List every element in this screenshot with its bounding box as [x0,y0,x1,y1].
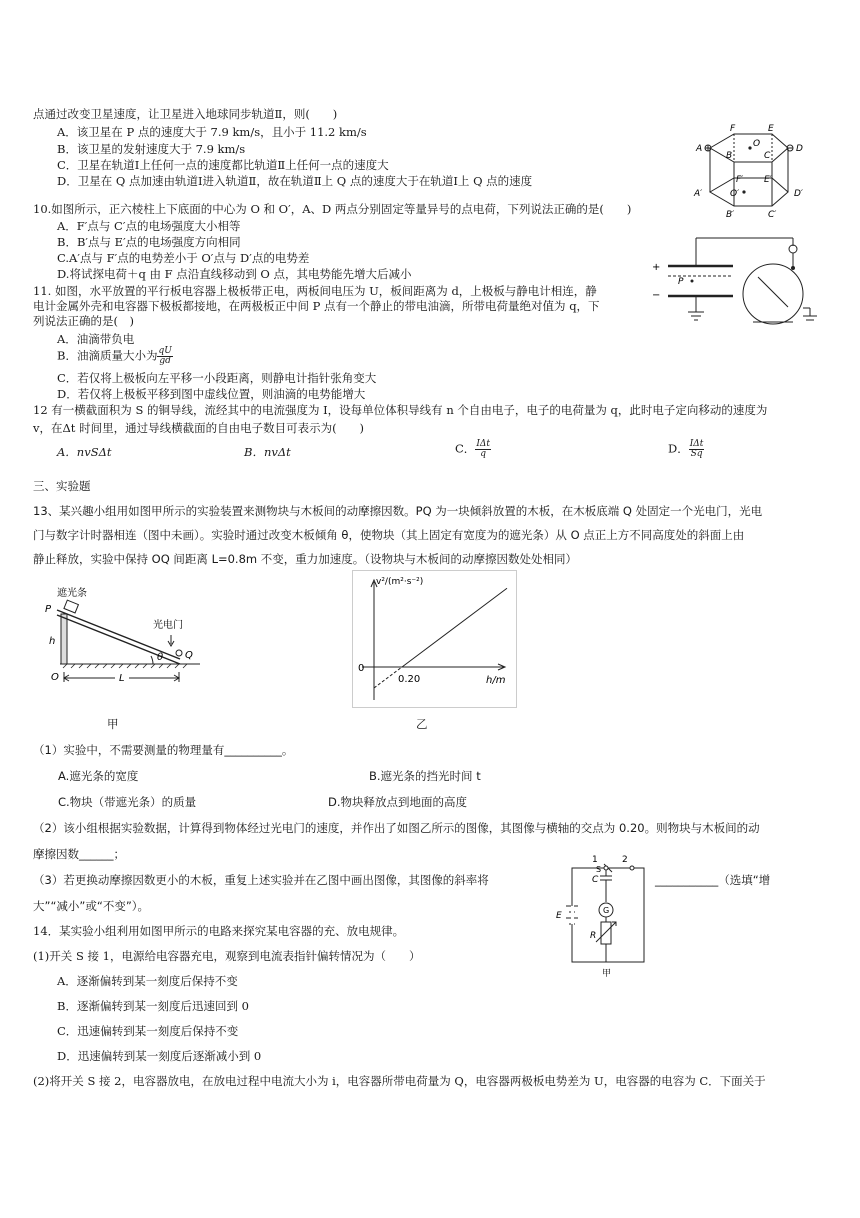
q12-option-c: C． $\frac{\text{IΔt}}{q}$ [455,439,490,459]
q14-option-b: B．逐渐偏转到某一刻度后迅速回到 0 [57,999,249,1013]
label-A: A [696,144,703,154]
label-Q: Q [185,650,193,661]
circuit-label-S: S [596,865,602,874]
circuit-label-R: R [590,931,597,941]
q9-option-b: B．该卫星的发射速度大于 7.9 km/s [57,142,246,156]
q13-sub3-line1a: （3）若更换动摩擦因数更小的木板，重复上述实验并在乙图中画出图像，其图像的斜率将 [33,873,489,887]
q10-option-a: A．F′点与 C′点的电场强度大小相等 [57,219,241,233]
q12-stem-line1: 12 有一横截面积为 S 的铜导线，流经其中的电流强度为 I，设每单位体积导线有 n 个自由电子，电子的电荷量为 q，此时电子定向移动的速度为 [33,403,768,417]
label-C: C [764,151,771,161]
v2-h-graph [352,570,517,708]
label-plus: + [652,262,661,273]
q14-stem: 14．某实验小组利用如图甲所示的电路来探究某电容器的充、放电规律。 [33,924,405,938]
label-O-prime: O′ [730,189,740,199]
circuit-caption: 甲 [602,969,612,979]
circuit-label-E: E [556,911,562,921]
q14-option-a: A．逐渐偏转到某一刻度后保持不变 [57,974,238,988]
q10-option-b: B．B′点与 E′点的电场强度方向相同 [57,235,241,249]
q10-option-d: D.将试探电荷＋q 由 F 点沿直线移动到 O 点，其电势能先增大后减小 [57,267,412,281]
q13-sub1-d: D.物块释放点到地面的高度 [328,795,468,809]
circuit-label-C: C [592,875,599,885]
figure-yi-caption: 乙 [416,717,428,731]
q13-sub1: （1）实验中，不需要测量的物理量有__________。 [33,743,294,757]
label-A-prime: A′ [694,189,703,199]
graph-x-label: h/m [486,675,506,686]
q13-stem-line3: 静止释放，实验中保持 OQ 间距离 L=0.8m 不变，重力加速度。（设物块与木板间的动摩擦因数处处相同） [33,552,578,566]
q11-option-d: D．若仅将上极板平移到图中虚线位置，则油滴的电势能增大 [57,387,366,401]
label-strip: 遮光条 [57,588,87,599]
q12-option-d: D． $\frac{\text{IΔt}}{Sq}$ [668,439,704,459]
label-photogate: 光电门 [153,620,183,631]
label-E-prime: E′ [764,175,772,185]
label-minus: − [652,290,661,301]
label-O: O [753,139,761,149]
rc-circuit-figure [552,850,662,980]
label-C-prime: C′ [768,210,777,220]
label-E: E [768,124,774,134]
label-F-prime: F′ [736,175,744,185]
q14-sub2: (2)将开关 S 接 2，电容器放电，在放电过程中电流大小为 i，电容器所带电荷量为 Q，电容器两极板电势差为 U，电容器的电容为 C．下面关于 [33,1074,766,1088]
q11-option-a: A．油滴带负电 [57,332,135,346]
q11-option-b-fraction: $\frac{qU}{gd}$ [158,346,172,366]
q13-sub1-c: C.物块（带遮光条）的质量 [58,795,197,809]
label-F: F [730,124,736,134]
q12-option-a: A．nvSΔt [57,445,112,459]
q9-stem: 点通过改变卫星速度，让卫星进入地球同步轨道Ⅱ，则( ) [33,107,338,121]
circuit-label-2: 2 [622,855,628,865]
label-L: L [119,673,125,684]
label-h: h [49,636,56,647]
q11-stem-line3: 列说法正确的是( ) [33,314,134,328]
circuit-label-1: 1 [592,855,598,865]
q10-stem: 10.如图所示，正六棱柱上下底面的中心为 O 和 O′，A、D 两点分别固定等量异号的点电荷，下列说法正确的是( ) [33,202,632,216]
label-D-prime: D′ [794,189,803,199]
q13-sub3-line2: 大”“减小”或“不变”）。 [33,899,150,913]
q13-stem-line2: 门与数字计时器相连（图中未画）。实验时通过改变木板倾角 θ，使物块（其上固定有宽度为的遮光条）从 O 点正上方不同高度处的斜面上由 [33,528,745,542]
circuit-label-G: G [603,906,610,915]
label-B-prime: B′ [726,210,735,220]
label-D: D [796,144,803,154]
q9-option-a: A．该卫星在 P 点的速度大于 7.9 km/s，且小于 11.2 km/s [57,125,367,139]
graph-intercept-label: 0.20 [398,674,421,685]
label-O: O [51,672,59,683]
graph-data-lines [374,588,507,688]
label-B: B [726,151,733,161]
incline-apparatus-figure [35,580,215,710]
q10-option-c: C.A′点与 F′点的电势差小于 O′点与 D′点的电势差 [57,251,310,265]
q11-stem-line1: 11. 如图，水平放置的平行板电容器上极板带正电，两板间电压为 U，板间距离为 d，上极板与静电计相连，静 [33,284,597,298]
q9-option-c: C．卫星在轨道Ⅰ上任何一点的速度都比轨道Ⅱ上任何一点的速度大 [57,158,389,172]
graph-line-solid [402,588,507,667]
figure-jia-caption: 甲 [107,717,119,731]
q13-sub2-line2: 摩擦因数______； [33,847,125,861]
section-heading: 三、实验题 [33,479,91,493]
q14-option-c: C．迅速偏转到某一刻度后保持不变 [57,1024,239,1038]
q14-sub1: (1)开关 S 接 1，电源给电容器充电，观察到电流表指针偏转情况为（ ） [33,949,421,963]
q13-sub3-line1b: ___________（选填“增 [655,873,771,887]
q11-option-c: C．若仅将上极板向左平移一小段距离，则静电计指针张角变大 [57,371,377,385]
q11-option-b: B．油滴质量大小为 $\frac{qU}{gd}$ [57,346,172,366]
label-P: P [678,277,684,287]
q9-option-d: D．卫星在 Q 点加速由轨道Ⅰ进入轨道Ⅱ，故在轨道Ⅱ上 Q 点的速度大于在轨道Ⅰ上 Q 点的速度 [57,174,533,188]
label-P: P [45,604,52,615]
label-theta: θ [157,652,164,663]
q12-stem-line2: v，在Δt 时间里，通过导线横截面的自由电子数目可表示为( ) [33,421,365,435]
capacitor-electrometer-figure [648,232,818,332]
q14-option-d: D．迅速偏转到某一刻度后逐渐减小到 0 [57,1049,262,1063]
hexagonal-prism-figure [690,120,818,220]
graph-origin-label: 0 [358,663,365,674]
q12-option-b: B．nvΔt [244,445,291,459]
graph-y-label: v²/(m²·s⁻²) [376,577,424,587]
q13-sub1-a: A.遮光条的宽度 [58,769,139,783]
q13-sub2-line1: （2）该小组根据实验数据，计算得到物体经过光电门的速度，并作出了如图乙所示的图像，其图像与横轴的交点为 0.20。则物块与木板间的动 [33,821,760,835]
q11-stem-line2: 电计金属外壳和电容器下极板都接地，在两极板正中间 P 点有一个静止的带电油滴，所带电荷量绝对值为 q，下 [33,299,600,313]
q13-sub1-b: B.遮光条的挡光时间 t [369,769,481,783]
q13-stem-line1: 13、某兴趣小组用如图甲所示的实验装置来测物块与木板间的动摩擦因数。PQ 为一块倾斜放置的木板，在木板底端 Q 处固定一个光电门，光电 [33,504,763,518]
